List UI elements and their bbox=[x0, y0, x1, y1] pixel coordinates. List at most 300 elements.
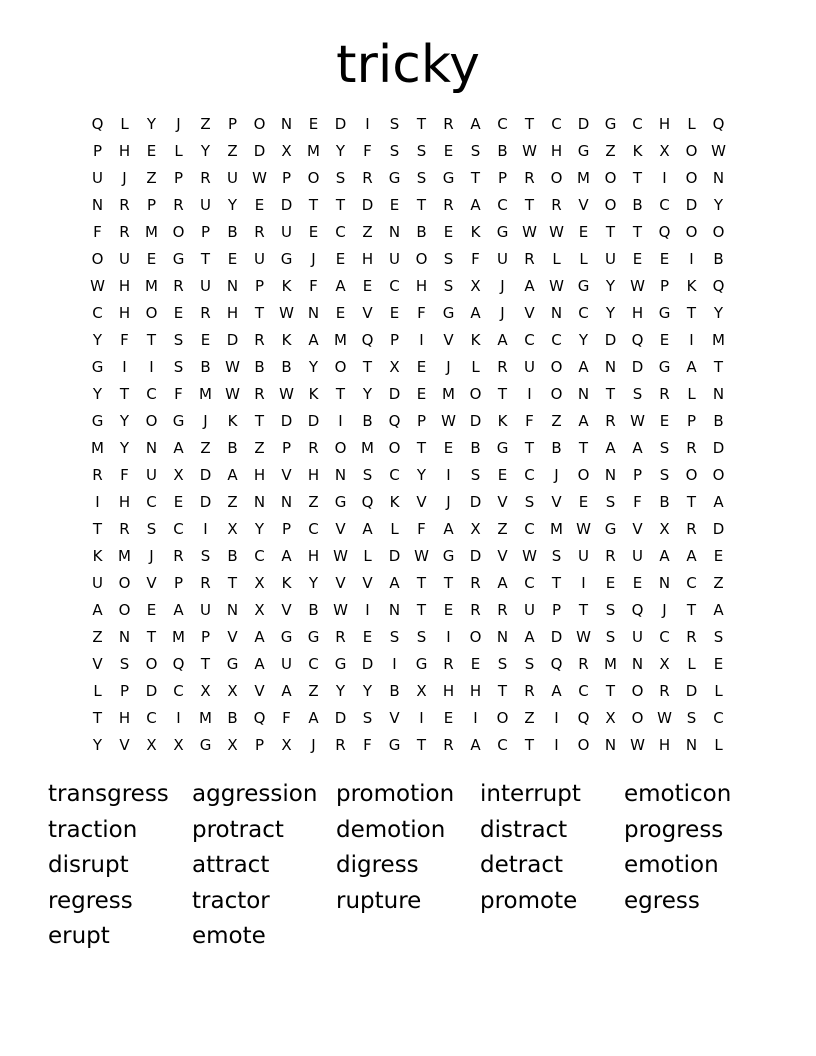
grid-cell[interactable]: C bbox=[524, 520, 535, 538]
grid-cell[interactable]: T bbox=[524, 196, 535, 214]
grid-cell[interactable]: I bbox=[338, 412, 343, 430]
grid-cell[interactable]: T bbox=[713, 358, 724, 376]
grid-cell[interactable]: Z bbox=[146, 169, 157, 187]
grid-cell[interactable]: I bbox=[365, 601, 370, 619]
grid-cell[interactable]: I bbox=[554, 709, 559, 727]
grid-cell[interactable]: F bbox=[282, 709, 291, 727]
grid-cell[interactable]: R bbox=[605, 547, 616, 565]
grid-cell[interactable]: E bbox=[443, 223, 454, 241]
grid-cell[interactable]: Z bbox=[200, 115, 211, 133]
grid-cell[interactable]: A bbox=[173, 601, 184, 619]
grid-cell[interactable]: H bbox=[118, 304, 131, 322]
grid-cell[interactable]: J bbox=[176, 115, 181, 133]
grid-cell[interactable]: W bbox=[522, 142, 537, 160]
grid-cell[interactable]: H bbox=[118, 709, 131, 727]
grid-cell[interactable]: J bbox=[149, 547, 154, 565]
grid-cell[interactable]: E bbox=[470, 655, 481, 673]
grid-cell[interactable]: H bbox=[361, 250, 374, 268]
grid-cell[interactable]: L bbox=[174, 142, 183, 160]
grid-cell[interactable]: T bbox=[605, 223, 616, 241]
grid-cell[interactable]: J bbox=[662, 601, 667, 619]
grid-cell[interactable]: Y bbox=[605, 277, 616, 295]
grid-cell[interactable]: Q bbox=[631, 331, 644, 349]
grid-cell[interactable]: R bbox=[200, 574, 211, 592]
grid-cell[interactable]: K bbox=[686, 277, 697, 295]
grid-cell[interactable]: O bbox=[550, 358, 563, 376]
grid-cell[interactable]: O bbox=[685, 142, 698, 160]
grid-cell[interactable]: W bbox=[414, 547, 429, 565]
grid-cell[interactable]: U bbox=[389, 250, 400, 268]
grid-cell[interactable]: S bbox=[713, 628, 724, 646]
grid-cell[interactable]: L bbox=[120, 115, 129, 133]
grid-cell[interactable]: E bbox=[632, 250, 643, 268]
grid-cell[interactable]: O bbox=[91, 250, 104, 268]
grid-cell[interactable]: L bbox=[390, 520, 399, 538]
grid-cell[interactable]: E bbox=[578, 223, 589, 241]
grid-cell[interactable]: E bbox=[659, 250, 670, 268]
grid-cell[interactable]: Y bbox=[146, 115, 157, 133]
grid-cell[interactable]: V bbox=[497, 547, 508, 565]
grid-cell[interactable]: W bbox=[225, 358, 240, 376]
grid-cell[interactable]: M bbox=[199, 709, 212, 727]
grid-cell[interactable]: R bbox=[443, 655, 454, 673]
grid-cell[interactable]: V bbox=[281, 466, 292, 484]
grid-cell[interactable]: P bbox=[146, 196, 157, 214]
grid-cell[interactable]: O bbox=[334, 358, 347, 376]
grid-cell[interactable]: C bbox=[524, 331, 535, 349]
grid-cell[interactable]: U bbox=[578, 547, 589, 565]
grid-cell[interactable]: T bbox=[362, 358, 373, 376]
grid-cell[interactable]: M bbox=[118, 547, 131, 565]
grid-cell[interactable]: W bbox=[630, 277, 645, 295]
grid-cell[interactable]: V bbox=[443, 331, 454, 349]
grid-cell[interactable]: H bbox=[550, 142, 563, 160]
grid-cell[interactable]: A bbox=[605, 439, 616, 457]
grid-cell[interactable]: T bbox=[335, 196, 346, 214]
grid-cell[interactable]: A bbox=[335, 277, 346, 295]
grid-cell[interactable]: V bbox=[92, 655, 103, 673]
grid-cell[interactable]: S bbox=[389, 142, 400, 160]
grid-cell[interactable]: I bbox=[446, 628, 451, 646]
grid-cell[interactable]: E bbox=[659, 412, 670, 430]
grid-cell[interactable]: C bbox=[389, 277, 400, 295]
grid-cell[interactable]: D bbox=[253, 142, 266, 160]
grid-cell[interactable]: R bbox=[470, 601, 481, 619]
grid-cell[interactable]: Y bbox=[227, 196, 238, 214]
grid-cell[interactable]: H bbox=[631, 304, 644, 322]
grid-cell[interactable]: T bbox=[308, 196, 319, 214]
grid-cell[interactable]: U bbox=[119, 250, 130, 268]
grid-cell[interactable]: L bbox=[363, 547, 372, 565]
grid-cell[interactable]: T bbox=[416, 574, 427, 592]
grid-cell[interactable]: N bbox=[631, 655, 644, 673]
grid-cell[interactable]: U bbox=[92, 169, 103, 187]
grid-cell[interactable]: R bbox=[497, 601, 508, 619]
grid-cell[interactable]: G bbox=[91, 358, 104, 376]
grid-cell[interactable]: S bbox=[497, 655, 508, 673]
grid-cell[interactable]: C bbox=[551, 331, 562, 349]
grid-cell[interactable]: T bbox=[416, 439, 427, 457]
grid-cell[interactable]: S bbox=[659, 439, 670, 457]
grid-cell[interactable]: R bbox=[254, 223, 265, 241]
grid-cell[interactable]: U bbox=[200, 601, 211, 619]
grid-cell[interactable]: Q bbox=[550, 655, 563, 673]
grid-cell[interactable]: I bbox=[689, 331, 694, 349]
grid-cell[interactable]: X bbox=[173, 466, 184, 484]
grid-cell[interactable]: F bbox=[363, 736, 372, 754]
grid-cell[interactable]: A bbox=[578, 412, 589, 430]
grid-cell[interactable]: O bbox=[712, 223, 725, 241]
grid-cell[interactable]: V bbox=[362, 574, 373, 592]
grid-cell[interactable]: N bbox=[550, 304, 563, 322]
grid-cell[interactable]: G bbox=[388, 736, 401, 754]
grid-cell[interactable]: V bbox=[416, 493, 427, 511]
grid-cell[interactable]: I bbox=[203, 520, 208, 538]
grid-cell[interactable]: D bbox=[334, 115, 347, 133]
grid-cell[interactable]: V bbox=[578, 196, 589, 214]
grid-cell[interactable]: O bbox=[118, 574, 131, 592]
grid-cell[interactable]: A bbox=[443, 520, 454, 538]
grid-cell[interactable]: M bbox=[145, 277, 158, 295]
grid-cell[interactable]: W bbox=[279, 304, 294, 322]
grid-cell[interactable]: O bbox=[685, 169, 698, 187]
grid-cell[interactable]: H bbox=[253, 466, 266, 484]
grid-cell[interactable]: H bbox=[469, 682, 482, 700]
grid-cell[interactable]: N bbox=[145, 439, 158, 457]
grid-cell[interactable]: O bbox=[253, 115, 266, 133]
grid-cell[interactable]: E bbox=[713, 655, 724, 673]
grid-cell[interactable]: R bbox=[362, 169, 373, 187]
grid-cell[interactable]: U bbox=[146, 466, 157, 484]
grid-cell[interactable]: R bbox=[686, 520, 697, 538]
grid-cell[interactable]: L bbox=[687, 385, 696, 403]
grid-cell[interactable]: E bbox=[443, 142, 454, 160]
grid-cell[interactable]: A bbox=[713, 493, 724, 511]
grid-cell[interactable]: Q bbox=[712, 277, 725, 295]
grid-cell[interactable]: Q bbox=[658, 223, 671, 241]
grid-cell[interactable]: M bbox=[307, 142, 320, 160]
grid-cell[interactable]: E bbox=[308, 115, 319, 133]
grid-cell[interactable]: S bbox=[470, 142, 481, 160]
grid-cell[interactable]: D bbox=[280, 412, 293, 430]
grid-cell[interactable]: X bbox=[254, 601, 265, 619]
grid-cell[interactable]: F bbox=[120, 466, 129, 484]
grid-cell[interactable]: J bbox=[446, 358, 451, 376]
grid-cell[interactable]: S bbox=[362, 709, 373, 727]
grid-cell[interactable]: S bbox=[389, 115, 400, 133]
grid-cell[interactable]: V bbox=[497, 493, 508, 511]
grid-cell[interactable]: A bbox=[524, 277, 535, 295]
grid-cell[interactable]: H bbox=[118, 142, 131, 160]
grid-cell[interactable]: W bbox=[711, 142, 726, 160]
grid-cell[interactable]: D bbox=[361, 655, 374, 673]
grid-cell[interactable]: R bbox=[443, 115, 454, 133]
grid-cell[interactable]: O bbox=[631, 682, 644, 700]
grid-cell[interactable]: J bbox=[122, 169, 127, 187]
grid-cell[interactable]: B bbox=[227, 547, 238, 565]
grid-cell[interactable]: O bbox=[604, 169, 617, 187]
grid-cell[interactable]: M bbox=[172, 628, 185, 646]
grid-cell[interactable]: W bbox=[333, 601, 348, 619]
grid-cell[interactable]: T bbox=[578, 439, 589, 457]
grid-cell[interactable]: R bbox=[659, 682, 670, 700]
grid-cell[interactable]: U bbox=[254, 250, 265, 268]
grid-cell[interactable]: E bbox=[443, 601, 454, 619]
grid-cell[interactable]: L bbox=[714, 682, 723, 700]
grid-cell[interactable]: C bbox=[92, 304, 103, 322]
grid-cell[interactable]: L bbox=[93, 682, 102, 700]
grid-cell[interactable]: K bbox=[389, 493, 400, 511]
grid-cell[interactable]: C bbox=[497, 115, 508, 133]
grid-cell[interactable]: I bbox=[446, 466, 451, 484]
grid-cell[interactable]: B bbox=[227, 439, 238, 457]
grid-cell[interactable]: Y bbox=[92, 736, 103, 754]
grid-cell[interactable]: Z bbox=[605, 142, 616, 160]
grid-cell[interactable]: F bbox=[120, 331, 129, 349]
grid-cell[interactable]: X bbox=[200, 682, 211, 700]
grid-cell[interactable]: A bbox=[632, 439, 643, 457]
grid-cell[interactable]: C bbox=[335, 223, 346, 241]
grid-cell[interactable]: B bbox=[551, 439, 562, 457]
grid-cell[interactable]: F bbox=[363, 142, 372, 160]
grid-cell[interactable]: T bbox=[443, 574, 454, 592]
grid-cell[interactable]: H bbox=[118, 277, 131, 295]
grid-cell[interactable]: C bbox=[659, 628, 670, 646]
grid-cell[interactable]: G bbox=[415, 655, 428, 673]
grid-cell[interactable]: R bbox=[200, 169, 211, 187]
grid-cell[interactable]: P bbox=[389, 331, 400, 349]
grid-cell[interactable]: R bbox=[470, 574, 481, 592]
grid-cell[interactable]: K bbox=[497, 412, 508, 430]
grid-cell[interactable]: K bbox=[92, 547, 103, 565]
grid-cell[interactable]: F bbox=[174, 385, 183, 403]
grid-cell[interactable]: U bbox=[632, 628, 643, 646]
grid-cell[interactable]: W bbox=[252, 169, 267, 187]
grid-cell[interactable]: I bbox=[419, 331, 424, 349]
grid-cell[interactable]: A bbox=[173, 439, 184, 457]
grid-cell[interactable]: G bbox=[280, 628, 293, 646]
grid-cell[interactable]: C bbox=[551, 115, 562, 133]
grid-cell[interactable]: R bbox=[686, 628, 697, 646]
grid-cell[interactable]: I bbox=[581, 574, 586, 592]
grid-cell[interactable]: J bbox=[311, 250, 316, 268]
grid-cell[interactable]: A bbox=[470, 736, 481, 754]
grid-cell[interactable]: B bbox=[497, 142, 508, 160]
grid-cell[interactable]: B bbox=[227, 709, 238, 727]
grid-cell[interactable]: Q bbox=[577, 709, 590, 727]
grid-cell[interactable]: T bbox=[632, 169, 643, 187]
grid-cell[interactable]: U bbox=[200, 196, 211, 214]
grid-cell[interactable]: I bbox=[122, 358, 127, 376]
grid-cell[interactable]: C bbox=[713, 709, 724, 727]
grid-cell[interactable]: R bbox=[551, 196, 562, 214]
grid-cell[interactable]: E bbox=[173, 304, 184, 322]
grid-cell[interactable]: R bbox=[119, 196, 130, 214]
grid-cell[interactable]: E bbox=[443, 709, 454, 727]
grid-cell[interactable]: L bbox=[687, 115, 696, 133]
grid-cell[interactable]: Z bbox=[92, 628, 103, 646]
grid-cell[interactable]: U bbox=[497, 250, 508, 268]
grid-cell[interactable]: R bbox=[524, 169, 535, 187]
grid-cell[interactable]: I bbox=[149, 358, 154, 376]
grid-cell[interactable]: D bbox=[604, 331, 617, 349]
grid-cell[interactable]: R bbox=[335, 628, 346, 646]
grid-cell[interactable]: J bbox=[446, 493, 451, 511]
grid-cell[interactable]: C bbox=[173, 682, 184, 700]
grid-cell[interactable]: D bbox=[280, 196, 293, 214]
grid-cell[interactable]: E bbox=[146, 142, 157, 160]
grid-cell[interactable]: N bbox=[280, 115, 293, 133]
grid-cell[interactable]: E bbox=[632, 574, 643, 592]
grid-cell[interactable]: S bbox=[605, 601, 616, 619]
grid-cell[interactable]: C bbox=[497, 196, 508, 214]
grid-cell[interactable]: F bbox=[417, 520, 426, 538]
grid-cell[interactable]: D bbox=[199, 493, 212, 511]
grid-cell[interactable]: T bbox=[605, 385, 616, 403]
grid-cell[interactable]: K bbox=[227, 412, 238, 430]
grid-cell[interactable]: S bbox=[443, 250, 454, 268]
grid-cell[interactable]: B bbox=[200, 358, 211, 376]
grid-cell[interactable]: I bbox=[95, 493, 100, 511]
grid-cell[interactable]: R bbox=[524, 250, 535, 268]
grid-cell[interactable]: S bbox=[605, 628, 616, 646]
grid-cell[interactable]: B bbox=[308, 601, 319, 619]
grid-cell[interactable]: D bbox=[631, 358, 644, 376]
grid-cell[interactable]: A bbox=[308, 331, 319, 349]
grid-cell[interactable]: C bbox=[146, 709, 157, 727]
grid-cell[interactable]: S bbox=[659, 466, 670, 484]
grid-cell[interactable]: Y bbox=[713, 304, 724, 322]
grid-cell[interactable]: M bbox=[712, 331, 725, 349]
grid-cell[interactable]: E bbox=[605, 574, 616, 592]
grid-cell[interactable]: G bbox=[442, 169, 455, 187]
grid-cell[interactable]: A bbox=[470, 196, 481, 214]
grid-cell[interactable]: P bbox=[659, 277, 670, 295]
grid-cell[interactable]: W bbox=[549, 223, 564, 241]
grid-cell[interactable]: N bbox=[685, 736, 698, 754]
grid-cell[interactable]: D bbox=[469, 493, 482, 511]
grid-cell[interactable]: O bbox=[145, 304, 158, 322]
grid-cell[interactable]: A bbox=[713, 601, 724, 619]
grid-cell[interactable]: Y bbox=[362, 385, 373, 403]
grid-cell[interactable]: L bbox=[471, 358, 480, 376]
grid-cell[interactable]: E bbox=[389, 304, 400, 322]
grid-cell[interactable]: C bbox=[308, 655, 319, 673]
grid-cell[interactable]: X bbox=[227, 682, 238, 700]
grid-cell[interactable]: U bbox=[92, 574, 103, 592]
grid-cell[interactable]: E bbox=[416, 385, 427, 403]
grid-cell[interactable]: I bbox=[392, 655, 397, 673]
grid-cell[interactable]: T bbox=[524, 439, 535, 457]
grid-cell[interactable]: V bbox=[389, 709, 400, 727]
grid-cell[interactable]: Z bbox=[524, 709, 535, 727]
grid-cell[interactable]: V bbox=[335, 574, 346, 592]
grid-cell[interactable]: O bbox=[145, 655, 158, 673]
grid-cell[interactable]: Y bbox=[713, 196, 724, 214]
grid-cell[interactable]: C bbox=[524, 466, 535, 484]
grid-cell[interactable]: P bbox=[686, 412, 697, 430]
grid-cell[interactable]: M bbox=[577, 169, 590, 187]
grid-cell[interactable]: X bbox=[227, 520, 238, 538]
grid-cell[interactable]: X bbox=[227, 736, 238, 754]
grid-cell[interactable]: T bbox=[146, 628, 157, 646]
grid-cell[interactable]: H bbox=[658, 115, 671, 133]
grid-cell[interactable]: Q bbox=[172, 655, 185, 673]
grid-cell[interactable]: C bbox=[578, 304, 589, 322]
grid-cell[interactable]: T bbox=[686, 493, 697, 511]
grid-cell[interactable]: S bbox=[524, 655, 535, 673]
grid-cell[interactable]: V bbox=[227, 628, 238, 646]
grid-cell[interactable]: G bbox=[334, 655, 347, 673]
grid-cell[interactable]: J bbox=[311, 736, 316, 754]
grid-cell[interactable]: D bbox=[469, 412, 482, 430]
grid-cell[interactable]: O bbox=[712, 466, 725, 484]
grid-cell[interactable]: P bbox=[254, 277, 265, 295]
grid-cell[interactable]: W bbox=[630, 412, 645, 430]
grid-cell[interactable]: A bbox=[254, 655, 265, 673]
grid-cell[interactable]: Z bbox=[227, 142, 238, 160]
grid-cell[interactable]: O bbox=[496, 709, 509, 727]
grid-cell[interactable]: G bbox=[199, 736, 212, 754]
grid-cell[interactable]: Z bbox=[362, 223, 373, 241]
grid-cell[interactable]: K bbox=[308, 385, 319, 403]
grid-cell[interactable]: A bbox=[389, 574, 400, 592]
grid-cell[interactable]: E bbox=[713, 547, 724, 565]
grid-cell[interactable]: X bbox=[659, 520, 670, 538]
grid-cell[interactable]: W bbox=[90, 277, 105, 295]
grid-cell[interactable]: V bbox=[119, 736, 130, 754]
grid-cell[interactable]: U bbox=[524, 601, 535, 619]
grid-cell[interactable]: X bbox=[254, 574, 265, 592]
grid-cell[interactable]: Q bbox=[361, 331, 374, 349]
grid-cell[interactable]: P bbox=[227, 115, 238, 133]
grid-cell[interactable]: P bbox=[200, 223, 211, 241]
grid-cell[interactable]: T bbox=[524, 736, 535, 754]
grid-cell[interactable]: H bbox=[307, 466, 320, 484]
grid-cell[interactable]: T bbox=[632, 223, 643, 241]
grid-cell[interactable]: X bbox=[173, 736, 184, 754]
grid-cell[interactable]: O bbox=[388, 439, 401, 457]
grid-cell[interactable]: X bbox=[389, 358, 400, 376]
grid-cell[interactable]: N bbox=[280, 493, 293, 511]
grid-cell[interactable]: S bbox=[173, 358, 184, 376]
grid-cell[interactable]: A bbox=[254, 628, 265, 646]
grid-cell[interactable]: Z bbox=[254, 439, 265, 457]
grid-cell[interactable]: O bbox=[469, 385, 482, 403]
grid-cell[interactable]: C bbox=[497, 736, 508, 754]
grid-cell[interactable]: N bbox=[604, 358, 617, 376]
grid-cell[interactable]: D bbox=[685, 196, 698, 214]
grid-cell[interactable]: H bbox=[307, 547, 320, 565]
grid-cell[interactable]: T bbox=[254, 304, 265, 322]
grid-cell[interactable]: R bbox=[173, 277, 184, 295]
grid-cell[interactable]: A bbox=[92, 601, 103, 619]
grid-cell[interactable]: Y bbox=[92, 331, 103, 349]
grid-cell[interactable]: A bbox=[686, 358, 697, 376]
grid-cell[interactable]: L bbox=[579, 250, 588, 268]
grid-cell[interactable]: S bbox=[173, 331, 184, 349]
grid-cell[interactable]: L bbox=[687, 655, 696, 673]
grid-cell[interactable]: C bbox=[308, 520, 319, 538]
grid-cell[interactable]: T bbox=[686, 601, 697, 619]
grid-cell[interactable]: E bbox=[659, 331, 670, 349]
grid-cell[interactable]: A bbox=[578, 358, 589, 376]
grid-cell[interactable]: G bbox=[91, 412, 104, 430]
grid-cell[interactable]: N bbox=[604, 736, 617, 754]
grid-cell[interactable]: M bbox=[604, 655, 617, 673]
grid-cell[interactable]: M bbox=[91, 439, 104, 457]
grid-cell[interactable]: F bbox=[309, 277, 318, 295]
